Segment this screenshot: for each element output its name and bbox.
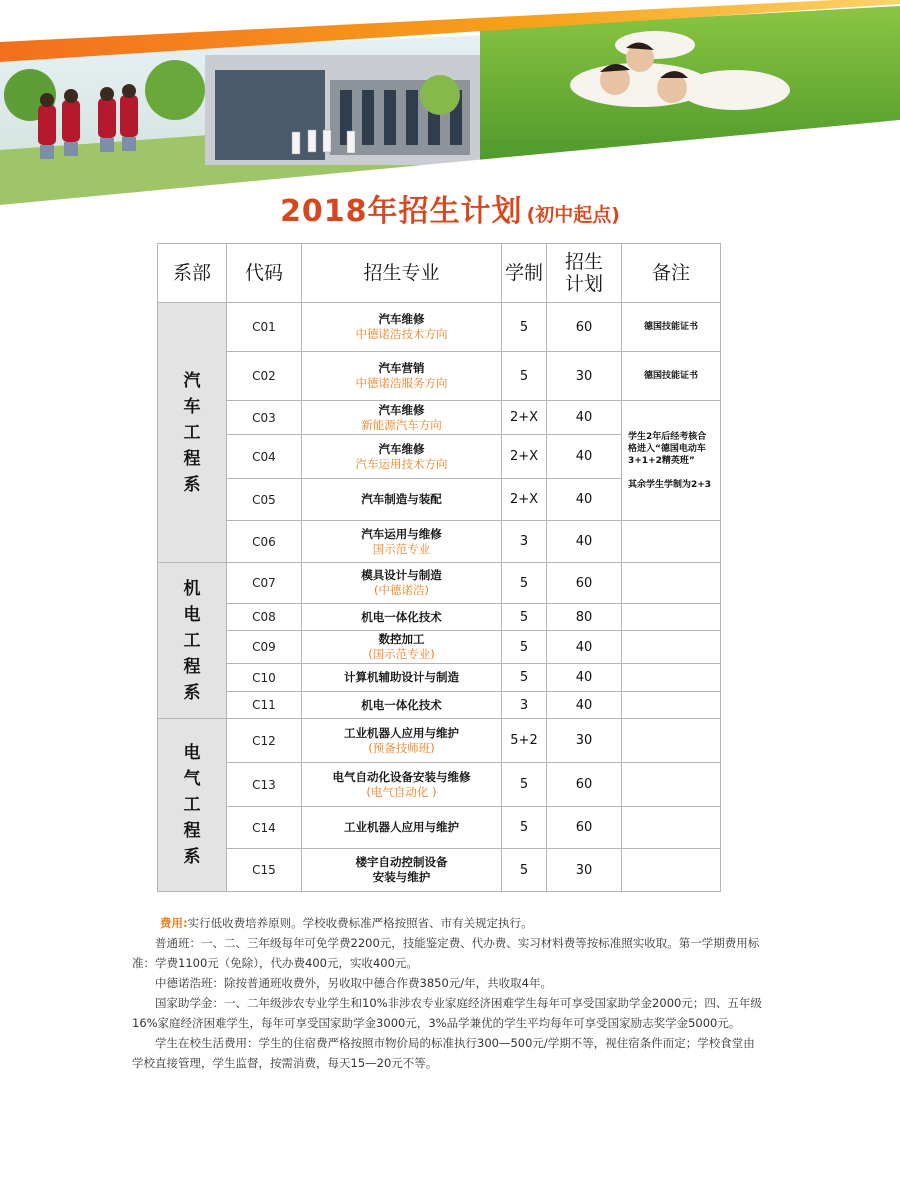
table-row	[158, 521, 721, 563]
code-cell: C01	[227, 303, 302, 352]
duration-cell: 3	[502, 692, 547, 719]
column-header-plan	[547, 244, 622, 303]
banner-photo-illustration	[0, 0, 900, 215]
major-note: 国示范专业	[372, 541, 431, 556]
column-header-plan-line2: 计划	[564, 273, 603, 295]
major-name: 机电一体化技术	[361, 609, 442, 624]
major-cell	[302, 563, 502, 604]
plan-cell: 40	[547, 521, 622, 563]
duration-cell: 5	[502, 763, 547, 807]
fees-label: 费用:	[160, 916, 188, 930]
major-name: 汽车制造与装配	[361, 492, 442, 506]
duration-cell: 5+2	[502, 719, 547, 763]
major-name: 汽车维修	[378, 312, 425, 326]
duration-cell: 5	[502, 303, 547, 352]
plan-cell: 40	[547, 479, 622, 521]
department-char: 工	[183, 422, 201, 443]
page-title-subtitle: (初中起点)	[526, 204, 620, 226]
column-header-plan-line1: 招生	[564, 251, 603, 273]
code-cell: C06	[227, 521, 302, 563]
plan-cell: 40	[547, 631, 622, 664]
plan-cell: 60	[547, 303, 622, 352]
table-row	[158, 849, 721, 892]
major-name: 计算机辅助设计与制造	[344, 670, 459, 684]
fees-paragraph-living-costs: 学生在校生活费用：学生的住宿费严格按照市物价局的标准执行300—500元/学期不等，视住宿条件而定；学校食堂由学校直接管理，学生监督，按需消费，每天15—20元不等。	[132, 1036, 755, 1070]
remark-cell	[622, 631, 721, 664]
table-row	[158, 664, 721, 692]
enrollment-plan-table	[157, 243, 721, 892]
page-title-main: 2018年招生计划	[280, 194, 523, 229]
remark-cell-merged	[622, 401, 721, 521]
fees-paragraph	[132, 913, 764, 933]
plan-cell: 30	[547, 849, 622, 892]
fees-text: 实行低收费培养原则。学校收费标准严格按照省、市有关规定执行。	[187, 916, 533, 930]
major-name: 机电一体化技术	[361, 697, 442, 712]
major-cell	[302, 692, 502, 719]
plan-cell: 60	[547, 563, 622, 604]
major-note: (电气自动化 )	[366, 784, 437, 799]
major-note: (中德诺浩)	[374, 583, 429, 597]
duration-cell: 5	[502, 664, 547, 692]
department-char: 系	[183, 682, 201, 703]
table-row	[158, 303, 721, 352]
column-header-major: 招生专业	[302, 244, 502, 303]
duration-cell: 5	[502, 352, 547, 401]
plan-cell: 80	[547, 604, 622, 631]
major-cell	[302, 435, 502, 479]
table-row	[158, 763, 721, 807]
table-row	[158, 692, 721, 719]
major-name: 汽车营销	[378, 361, 425, 375]
duration-cell: 5	[502, 604, 547, 631]
department-cell-electrical	[158, 719, 227, 892]
department-char: 系	[183, 847, 201, 867]
plan-cell: 40	[547, 401, 622, 435]
department-char: 气	[183, 769, 201, 789]
plan-cell: 60	[547, 807, 622, 849]
department-cell-auto	[158, 303, 227, 563]
code-cell: C03	[227, 401, 302, 435]
major-note: 中德诺浩服务方向	[355, 376, 448, 390]
table-row	[158, 807, 721, 849]
major-cell	[302, 352, 502, 401]
code-cell: C12	[227, 719, 302, 763]
duration-cell: 2+X	[502, 479, 547, 521]
major-note: 汽车运用技术方向	[355, 456, 448, 471]
major-cell	[302, 521, 502, 563]
remark-cell	[622, 664, 721, 692]
table-row	[158, 604, 721, 631]
major-cell	[302, 303, 502, 352]
department-char: 程	[183, 448, 201, 469]
plan-cell: 40	[547, 435, 622, 479]
column-header-duration: 学制	[502, 244, 547, 303]
remark-cell: 德国技能证书	[622, 303, 721, 352]
duration-cell: 5	[502, 563, 547, 604]
duration-cell: 5	[502, 807, 547, 849]
major-name: 汽车维修	[378, 402, 425, 417]
major-name: 汽车维修	[378, 441, 425, 456]
code-cell: C11	[227, 692, 302, 719]
department-char: 系	[183, 474, 201, 495]
page-title	[0, 186, 900, 230]
duration-cell: 3	[502, 521, 547, 563]
fees-paragraph-sino-german-class: 中德诺浩班：除按普通班收费外，另收取中德合作费3850元/年，共收取4年。	[155, 976, 552, 990]
major-name: 楼宇自动控制设备	[355, 855, 448, 869]
code-cell: C02	[227, 352, 302, 401]
plan-cell: 30	[547, 352, 622, 401]
remark-cell	[622, 521, 721, 563]
major-cell	[302, 763, 502, 807]
remark-cell: 德国技能证书	[622, 352, 721, 401]
department-char: 工	[183, 630, 201, 651]
major-cell	[302, 807, 502, 849]
remark-cell	[622, 604, 721, 631]
remark-cell	[622, 763, 721, 807]
fees-section	[132, 913, 764, 1073]
major-name: 工业机器人应用与维护	[344, 820, 459, 834]
major-cell	[302, 631, 502, 664]
major-note: 新能源汽车方向	[361, 417, 442, 432]
plan-cell: 40	[547, 664, 622, 692]
duration-cell: 2+X	[502, 401, 547, 435]
code-cell: C13	[227, 763, 302, 807]
duration-cell: 5	[502, 631, 547, 664]
department-char: 汽	[183, 370, 201, 391]
major-name-line2: 安装与维护	[372, 870, 431, 884]
table-row	[158, 719, 721, 763]
department-char: 机	[183, 578, 201, 599]
major-cell	[302, 479, 502, 521]
table-row	[158, 401, 721, 435]
column-header-remark: 备注	[622, 244, 721, 303]
department-char: 电	[183, 743, 201, 763]
remark-cell	[622, 563, 721, 604]
duration-cell: 5	[502, 849, 547, 892]
code-cell: C05	[227, 479, 302, 521]
plan-cell: 30	[547, 719, 622, 763]
remark-elite-class: 学生2年后经考核合格进入“德国电动车3+1+2精英班”	[628, 431, 707, 466]
fees-paragraph-grants: 国家助学金：一、二年级涉农专业学生和10%非涉农专业家庭经济困难学生每年可享受国家助学金2000元；四、五年级16%家庭经济困难学生，每年可享受国家助学金3000元，3%品学兼优的学生平均每年可享受国家励志奖学金5000元。	[132, 996, 762, 1030]
department-char: 程	[183, 656, 201, 677]
column-header-department: 系部	[158, 244, 227, 303]
major-note: (预备技师班)	[368, 740, 435, 755]
major-cell	[302, 719, 502, 763]
major-note: (国示范专业)	[368, 647, 435, 661]
major-name: 电气自动化设备安装与维修	[332, 769, 471, 784]
major-cell	[302, 604, 502, 631]
code-cell: C07	[227, 563, 302, 604]
department-char: 车	[183, 396, 201, 417]
major-name: 汽车运用与维修	[361, 526, 442, 541]
column-header-code: 代码	[227, 244, 302, 303]
table-header-row	[158, 244, 721, 303]
department-cell-mechatronics	[158, 563, 227, 719]
major-name: 数控加工	[378, 632, 425, 646]
department-char: 程	[183, 821, 201, 841]
code-cell: C09	[227, 631, 302, 664]
remark-cell	[622, 807, 721, 849]
major-cell	[302, 664, 502, 692]
code-cell: C04	[227, 435, 302, 479]
major-cell	[302, 849, 502, 892]
code-cell: C08	[227, 604, 302, 631]
table-row	[158, 631, 721, 664]
department-char: 电	[183, 604, 201, 625]
fees-paragraph-regular-class: 普通班：一、二、三年级每年可免学费2200元，技能鉴定费、代办费、实习材料费等按标准照实收取。第一学期费用标准：学费1100元（免除），代办费400元，实收400元。	[132, 936, 760, 970]
remark-cell	[622, 849, 721, 892]
department-char: 工	[183, 795, 201, 815]
major-name: 模具设计与制造	[361, 568, 442, 582]
duration-cell: 2+X	[502, 435, 547, 479]
header-banner	[0, 0, 900, 215]
remark-other-students: 其余学生学制为2+3	[628, 479, 712, 490]
code-cell: C10	[227, 664, 302, 692]
remark-cell	[622, 692, 721, 719]
remark-cell	[622, 719, 721, 763]
major-cell	[302, 401, 502, 435]
code-cell: C15	[227, 849, 302, 892]
table-row	[158, 352, 721, 401]
plan-cell: 60	[547, 763, 622, 807]
table-row	[158, 563, 721, 604]
major-name: 工业机器人应用与维护	[344, 725, 459, 740]
major-note: 中德诺浩技术方向	[355, 327, 448, 341]
code-cell: C14	[227, 807, 302, 849]
plan-cell: 40	[547, 692, 622, 719]
